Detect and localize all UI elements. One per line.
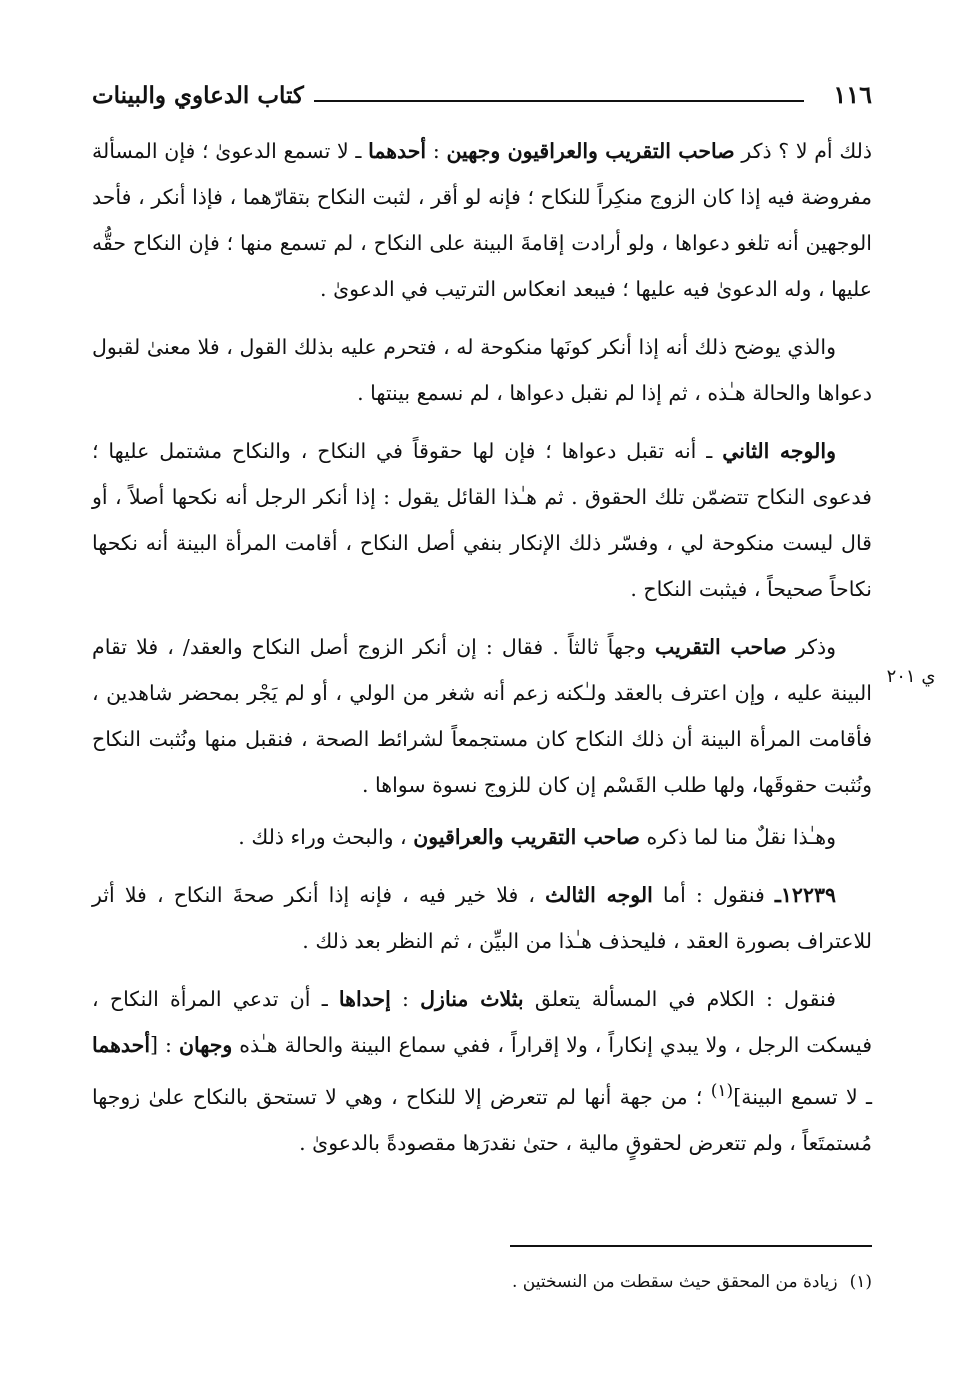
footnote-text: زيادة من المحقق حيث سقطت من النسختين . <box>511 1272 838 1292</box>
paragraph-3: والوجه الثاني ـ أنه تقبل دعواها ؛ فإن لها حقوقاً في النكاح ، والنكاح مشتمل عليها ؛ فدعوى النكاح تتضمّن تلك الحقوق . ثم هـٰذا القائل يقول : إذا أنكر الرجل أنه نكحها أصلاً ، أو قال ليست منكوحة لي ، وفسّر ذلك الإنكار بنفي أصل النكاح ، أقامت المرأة البينة أنه نكحها نكاحاً صحيحاً ، فيثبت النكاح . <box>92 439 872 601</box>
book-title: كتاب الدعاوي والبينات <box>92 82 304 109</box>
paragraph-5: وهـٰذا نقلٌ منا لما ذكره صاحب التقريب والعراقيون ، والبحث وراء ذلك . <box>238 825 836 849</box>
margin-manuscript-ref: ي ٢٠١ <box>886 666 936 687</box>
paragraph-1: ذلك أم لا ؟ ذكر صاحب التقريب والعراقيون وجهين : أحدهما ـ لا تسمع الدعوىٰ ؛ فإن المسألة مفروضة فيه إذا كان الزوج منكِراً للنكاح ؛ فإنه لو أقر ، لثبت النكاح بتقارّهما ، فإذا أنكر ، فأحد الوجهين أنه تلغو دعواها ، ولو أرادت إقامةَ البينة على النكاح ، لم تسمع منها ؛ فإن النكاح حقُّه عليها ، وله الدعوىٰ فيه عليها ؛ فيبعد انعكاس الترتيب في الدعوىٰ . <box>92 139 872 301</box>
page-number: ١١٦ <box>833 80 872 109</box>
paragraph-4: وذكر صاحب التقريب وجهاً ثالثاً . فقال : إن أنكر الزوج أصل النكاح والعقد/ ، فلا تقام البينة عليه ، وإن اعترف بالعقد ولـٰكنه زعم أنه شغر من الولي ، أو لم يَجْر بمحضر شاهدين ، فأقامت المرأة البينة أن ذلك النكاح كان مستجمعاً لشرائط الصحة ، فنقبل منها ونُثبت النكاح ونُثبت حقوقَها، ولها طلب القَسْم إن كان للزوج نسوة سواها . <box>92 635 872 797</box>
footnote-ref: (١) <box>710 1081 734 1101</box>
paragraph-6: ١٢٢٣٩ـ فنقول : أما الوجه الثالث ، فلا خير فيه ، فإنه إذا أنكر صحةَ النكاح ، فلا أثر للاعتراف بصورة العقد ، فليحذف هـٰذا من البيِّن ، ثم النظر بعد ذلك . <box>92 883 872 953</box>
paragraph-7: فنقول : الكلام في المسألة يتعلق بثلاث منازل : إحداها ـ أن تدعي المرأة النكاح ، فيسكت الرجل ، ولا يبدي إنكاراً ، ولا إقراراً ، ففي سماع البينة والحالة هـٰذه وجهان : [أحدهما ـ لا تسمع البينة]$^{(١)}$ ؛ من جهة أنها لم تتعرض إلا للنكاح ، وهي لا تستحق بالنكاح علىٰ زوجها مُستمتَعاً ، ولم تتعرض لحقوقٍ مالية ، حتىٰ نقدرَها مقصودةً بالدعوىٰ . <box>92 987 873 1155</box>
footnote <box>300 1272 872 1292</box>
header-rule <box>314 100 804 102</box>
body-text <box>92 128 872 1178</box>
footnote-marker: (١) <box>849 1272 872 1292</box>
footnote-divider <box>510 1245 872 1247</box>
paragraph-2: والذي يوضح ذلك أنه إذا أنكر كونَها منكوحة له ، فتحرم عليه بذلك القول ، فلا معنىٰ لقبول دعواها والحالة هـٰذه ، ثم إذا لم نقبل دعواها ، لم نسمع بينتها . <box>92 335 872 405</box>
page-header <box>92 78 872 118</box>
